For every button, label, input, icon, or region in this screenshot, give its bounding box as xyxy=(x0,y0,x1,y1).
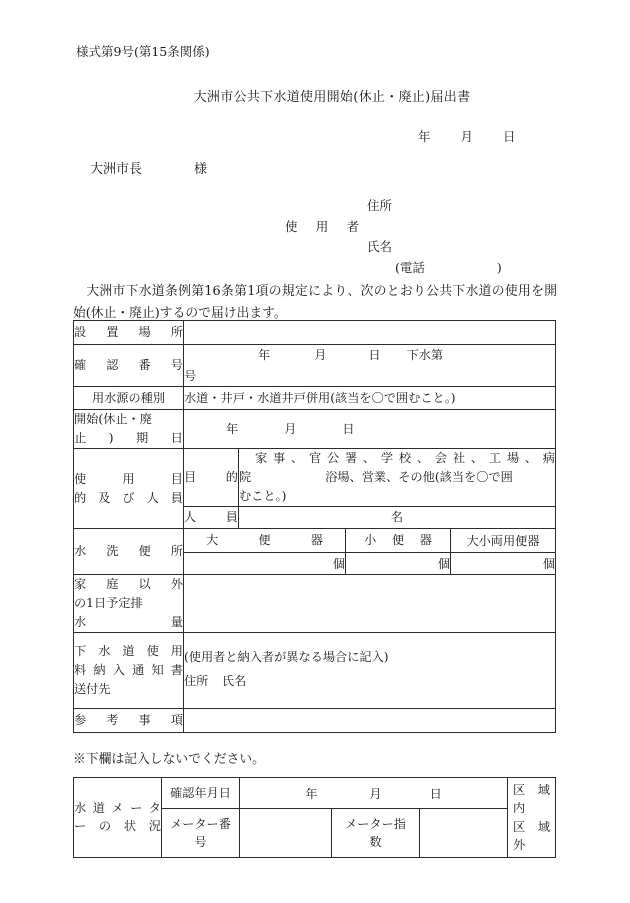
meter-number-label-line1: メーター番 xyxy=(170,816,231,831)
toilet-value-small[interactable]: 個 xyxy=(346,552,451,574)
confirm-year-label: 年 xyxy=(258,348,271,362)
meter-status-label xyxy=(74,778,162,858)
billing-dest-label-line1: 下水道使用 xyxy=(74,643,183,658)
discharge-value[interactable] xyxy=(184,574,556,632)
date-year-label: 年 xyxy=(418,129,431,144)
billing-dest-address-row xyxy=(184,670,218,694)
discharge-label-line2: の1日予定排 xyxy=(74,595,143,610)
start-date-day-label: 日 xyxy=(342,421,355,436)
telephone-open-label: (電話 xyxy=(395,260,425,275)
table-row-purpose xyxy=(74,449,556,507)
page-title: 大洲市公共下水道使用開始(休止・廃止)届出書 xyxy=(193,90,471,105)
statement-text: 大洲市下水道条例第16条第1項の規定により、次のとおり公共下水道の使用を開始(休止・廃止)するので届け出ます。 xyxy=(73,284,557,321)
billing-dest-name-row xyxy=(222,670,256,694)
user-label xyxy=(285,217,359,235)
billing-dest-label-line3: 送付先 xyxy=(74,681,111,696)
table-row-start-date xyxy=(74,410,556,449)
water-source-options[interactable]: 水道・井戸・水道井戸併用(該当を〇で囲むこと。) xyxy=(184,387,556,410)
application-details-table xyxy=(73,320,556,733)
toilet-column-both: 大小両用便器 xyxy=(451,529,556,553)
meter-reading-value[interactable] xyxy=(420,809,508,858)
date-day-label: 日 xyxy=(503,129,516,144)
area-label-line1: 区域 xyxy=(513,782,551,797)
table-row-water-source xyxy=(74,387,556,410)
addressee xyxy=(90,158,207,177)
start-date-label-line2: 止)期日 xyxy=(74,431,183,446)
toilets-label: 水洗便所 xyxy=(74,529,184,575)
meter-confirm-month-label: 月 xyxy=(369,786,382,801)
date-month-label: 月 xyxy=(460,129,474,144)
table-row-confirm-number xyxy=(74,345,556,387)
confirm-number-value[interactable] xyxy=(184,345,556,387)
area-label-line2: 内 xyxy=(513,801,526,816)
area-classification-label xyxy=(508,778,556,858)
telephone-close-label: ) xyxy=(496,260,502,275)
confirm-day-label: 日 xyxy=(368,348,381,362)
start-date-year-label: 年 xyxy=(226,421,239,436)
confirm-number-line2: 号 xyxy=(184,368,197,383)
people-value[interactable]: 名 xyxy=(239,507,556,529)
start-date-value[interactable] xyxy=(184,410,556,449)
remarks-value[interactable] xyxy=(184,708,556,732)
discharge-label-line3: 水量 xyxy=(74,614,183,629)
purpose-options[interactable] xyxy=(239,449,556,507)
start-date-label xyxy=(74,410,184,449)
meter-number-label-line2: 号 xyxy=(194,835,207,849)
user-telephone-field xyxy=(395,258,502,276)
billing-dest-note: (使用者と納入者が異なる場合に記入) xyxy=(184,650,389,665)
table-row-billing-destination xyxy=(74,632,556,708)
toilet-value-both[interactable]: 個 xyxy=(451,552,556,574)
discharge-label-line1: 家庭以外 xyxy=(74,576,183,591)
user-label-char-1: 使 xyxy=(285,219,298,234)
meter-number-value[interactable] xyxy=(240,809,332,858)
purpose-options-line2 xyxy=(239,468,555,487)
user-label-char-3: 者 xyxy=(346,219,359,234)
meter-reading-label-line2: 数 xyxy=(369,835,382,849)
install-place-label: 設置場所 xyxy=(74,321,184,345)
confirm-number-label: 確認番号 xyxy=(74,345,184,387)
billing-dest-label-line2: 料納入通知書 xyxy=(74,662,183,677)
confirm-number-line1 xyxy=(184,345,555,366)
billing-dest-label xyxy=(74,632,184,708)
toilet-column-small: 小便器 xyxy=(346,529,451,553)
addressee-honorific: 様 xyxy=(194,162,208,177)
meter-number-label xyxy=(162,809,240,858)
table-row-toilet-headers xyxy=(74,529,556,553)
user-label-char-2: 用 xyxy=(315,219,329,234)
purpose-options-line2-b: 浴場、営業、その他(該当を〇で囲 xyxy=(325,470,513,485)
purpose-group-label xyxy=(74,449,184,529)
table-row-discharge xyxy=(74,574,556,632)
remarks-label: 参考事項 xyxy=(74,708,184,732)
user-info-block xyxy=(285,196,565,275)
purpose-group-label-line1: 使用目 xyxy=(74,471,183,486)
area-label-line3: 区域 xyxy=(513,819,551,834)
water-meter-status-table xyxy=(73,777,556,858)
area-label-line4: 外 xyxy=(513,837,526,852)
table-row-install-place xyxy=(74,321,556,345)
purpose-group-label-line2: 的及び人員 xyxy=(74,490,183,505)
billing-dest-address-label: 住所 xyxy=(184,674,209,689)
people-label: 人員 xyxy=(184,507,239,529)
do-not-fill-note: ※下欄は記入しないでください。 xyxy=(73,752,265,767)
confirm-sewer-label: 下水第 xyxy=(406,348,444,362)
submission-date-line xyxy=(418,127,516,145)
toilet-column-large: 大便器 xyxy=(184,529,346,553)
purpose-options-line3: むこと。) xyxy=(239,489,287,504)
install-place-value[interactable] xyxy=(184,321,556,345)
toilet-value-large[interactable]: 個 xyxy=(184,552,346,574)
meter-confirm-year-label: 年 xyxy=(305,786,318,801)
billing-dest-name-label: 氏名 xyxy=(221,674,247,689)
meter-reading-label-line1: メーター指 xyxy=(345,816,406,831)
confirm-month-label: 月 xyxy=(314,348,327,362)
purpose-options-line2-a: 院 xyxy=(239,470,252,485)
start-date-label-line1: 開始(休止・廃 xyxy=(74,412,152,427)
start-date-month-label: 月 xyxy=(284,421,297,436)
water-source-label: 用水源の種別 xyxy=(74,387,184,410)
meter-confirm-date-label: 確認年月日 xyxy=(162,778,240,809)
purpose-label: 目的 xyxy=(184,449,239,507)
meter-confirm-day-label: 日 xyxy=(429,786,442,801)
table-row-meter-confirm-date xyxy=(74,778,556,809)
meter-confirm-date-value[interactable] xyxy=(240,778,508,809)
addressee-name: 大洲市長 xyxy=(90,162,143,177)
user-name-label: 氏名 xyxy=(367,239,393,254)
discharge-label xyxy=(74,574,184,632)
meter-status-label-line1: 水道メータ xyxy=(74,800,161,815)
meter-reading-label xyxy=(332,809,420,858)
form-number: 様式第9号(第15条関係) xyxy=(76,44,210,59)
meter-status-label-line2: ーの状況 xyxy=(74,818,161,833)
user-address-label: 住所 xyxy=(367,198,393,213)
billing-dest-value[interactable] xyxy=(184,632,556,708)
statement-paragraph xyxy=(73,281,557,325)
purpose-options-line1: 家事、官公署、学校、会社、工場、病 xyxy=(255,451,555,466)
table-row-remarks xyxy=(74,708,556,732)
